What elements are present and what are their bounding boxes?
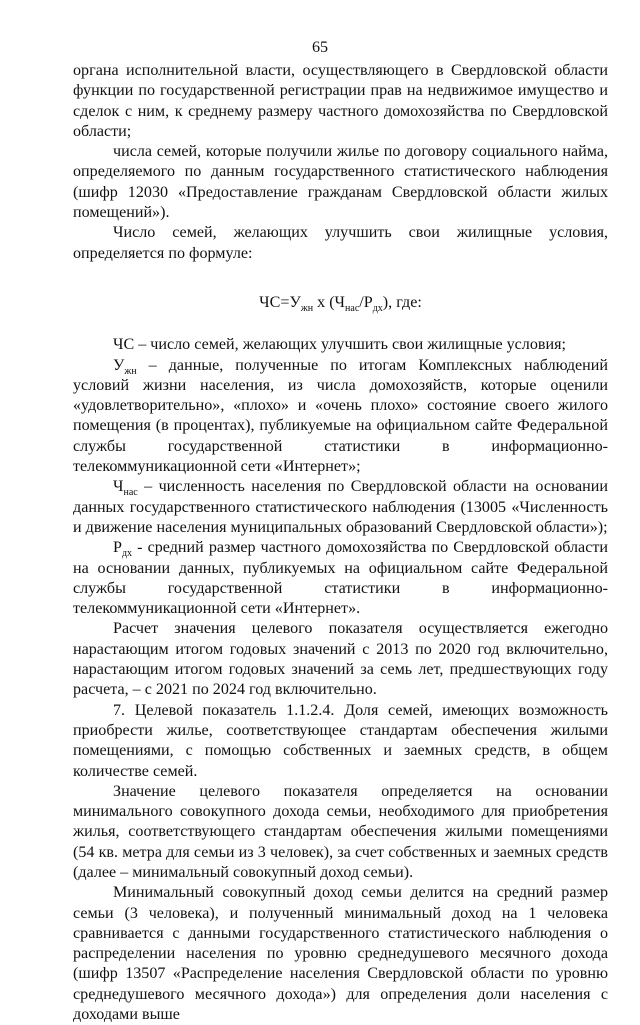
paragraph-4: ЧС – число семей, желающих улучшить свои жилищные условия; [113, 336, 566, 354]
document-body [73, 61, 608, 1025]
formula-mid: х (Ч [313, 293, 346, 311]
paragraph-6 [73, 477, 608, 538]
paragraph-8: Расчет значения целевого показателя осуществляется ежегодно нарастающим итогом годовых значений с 2013 по 2020 год включительно, нарастающим итогом годовых значений за семь лет, предшествующих году расчета, – с 2021 по 2024 год включительно. [73, 620, 608, 699]
formula-r-subscript: дх [372, 303, 383, 315]
formula-u-subscript: жн [300, 303, 314, 315]
formula-tail: ), где: [382, 293, 422, 311]
page-number: 65 [311, 39, 329, 56]
paragraph-11: Минимальный совокупный доход семьи делится на средний размер семьи (3 человека), и полученный минимальный доход на 1 человека сравнивается с данными государственного статистического наблюдения о распределении населения по уровню среднедушевого месячного дохода (шифр 13507 «Распределение населения Свердловской области по уровню среднедушевого месячного дохода») для определения доли населения с доходами выше [73, 884, 608, 1024]
symbol-ch: $Ч_{нас}$ [113, 478, 138, 499]
paragraph-10: Значение целевого показателя определяется на основании минимального совокупного дохода семьи, необходимого для приобретения жилья, соответствующего стандартам обеспечения жилыми помещениями (54 кв. метра для семьи из 3 человек), за счет собственных и заемных средств (далее – минимальный совокупный доход семьи). [73, 782, 608, 881]
formula-slash: /Р [359, 293, 373, 311]
formula-ch-subscript: нас [345, 303, 360, 315]
paragraph-7-text: - средний размер частного домохозяйства по Свердловской области на основании данных, публикуемых на официальном сайте Федеральной службы государственной статистики в информационно-телекоммуникационной сети «Интернет». [73, 539, 608, 618]
paragraph-2: числа семей, которые получили жилье по договору социального найма, определяемого по данным государственного статистического наблюдения (шифр 12030 «Предоставление гражданам Свердловской области жилых помещений»). [73, 143, 608, 222]
paragraph-7 [73, 538, 608, 619]
formula [73, 293, 608, 313]
formula-lhs: ЧС=У [259, 293, 301, 311]
paragraph-6-text: – численность населения по Свердловской области на основании данных государственного статистического наблюдения (13005 «Численность и движение населения муниципальных образований Свердловской области»); [73, 478, 608, 536]
paragraph-9: 7. Целевой показатель 1.1.2.4. Доля семей, имеющих возможность приобрести жилье, соответствующее стандартам обеспечения жилыми помещениями, с помощью собственных и заемных средств, в общем количестве семей. [73, 701, 608, 780]
paragraph-5 [73, 356, 608, 478]
symbol-r: $Р_{дх}$ [113, 539, 133, 560]
symbol-u: $У_{жн}$ [113, 356, 137, 377]
paragraph-1: органа исполнительной власти, осуществляющего в Свердловской области функции по государственной регистрации прав на недвижимое имущество и сделок с ним, к среднему размеру частного домохозяйства по Свердловской области; [73, 62, 608, 140]
paragraph-3: Число семей, желающих улучшить свои жилищные условия, определяется по формуле: [73, 224, 608, 262]
paragraph-5-text: – данные, полученные по итогам Комплексных наблюдений условий жизни населения, из числа домохозяйств, которые оценили «удовлетворительно», «плохо» и «очень плохо» состояние своего жилого помещения (в процентах), публикуемые на официальном сайте Федеральной службы государственной статистики в информационно-телекоммуникационной сети «Интернет»; [73, 356, 608, 476]
